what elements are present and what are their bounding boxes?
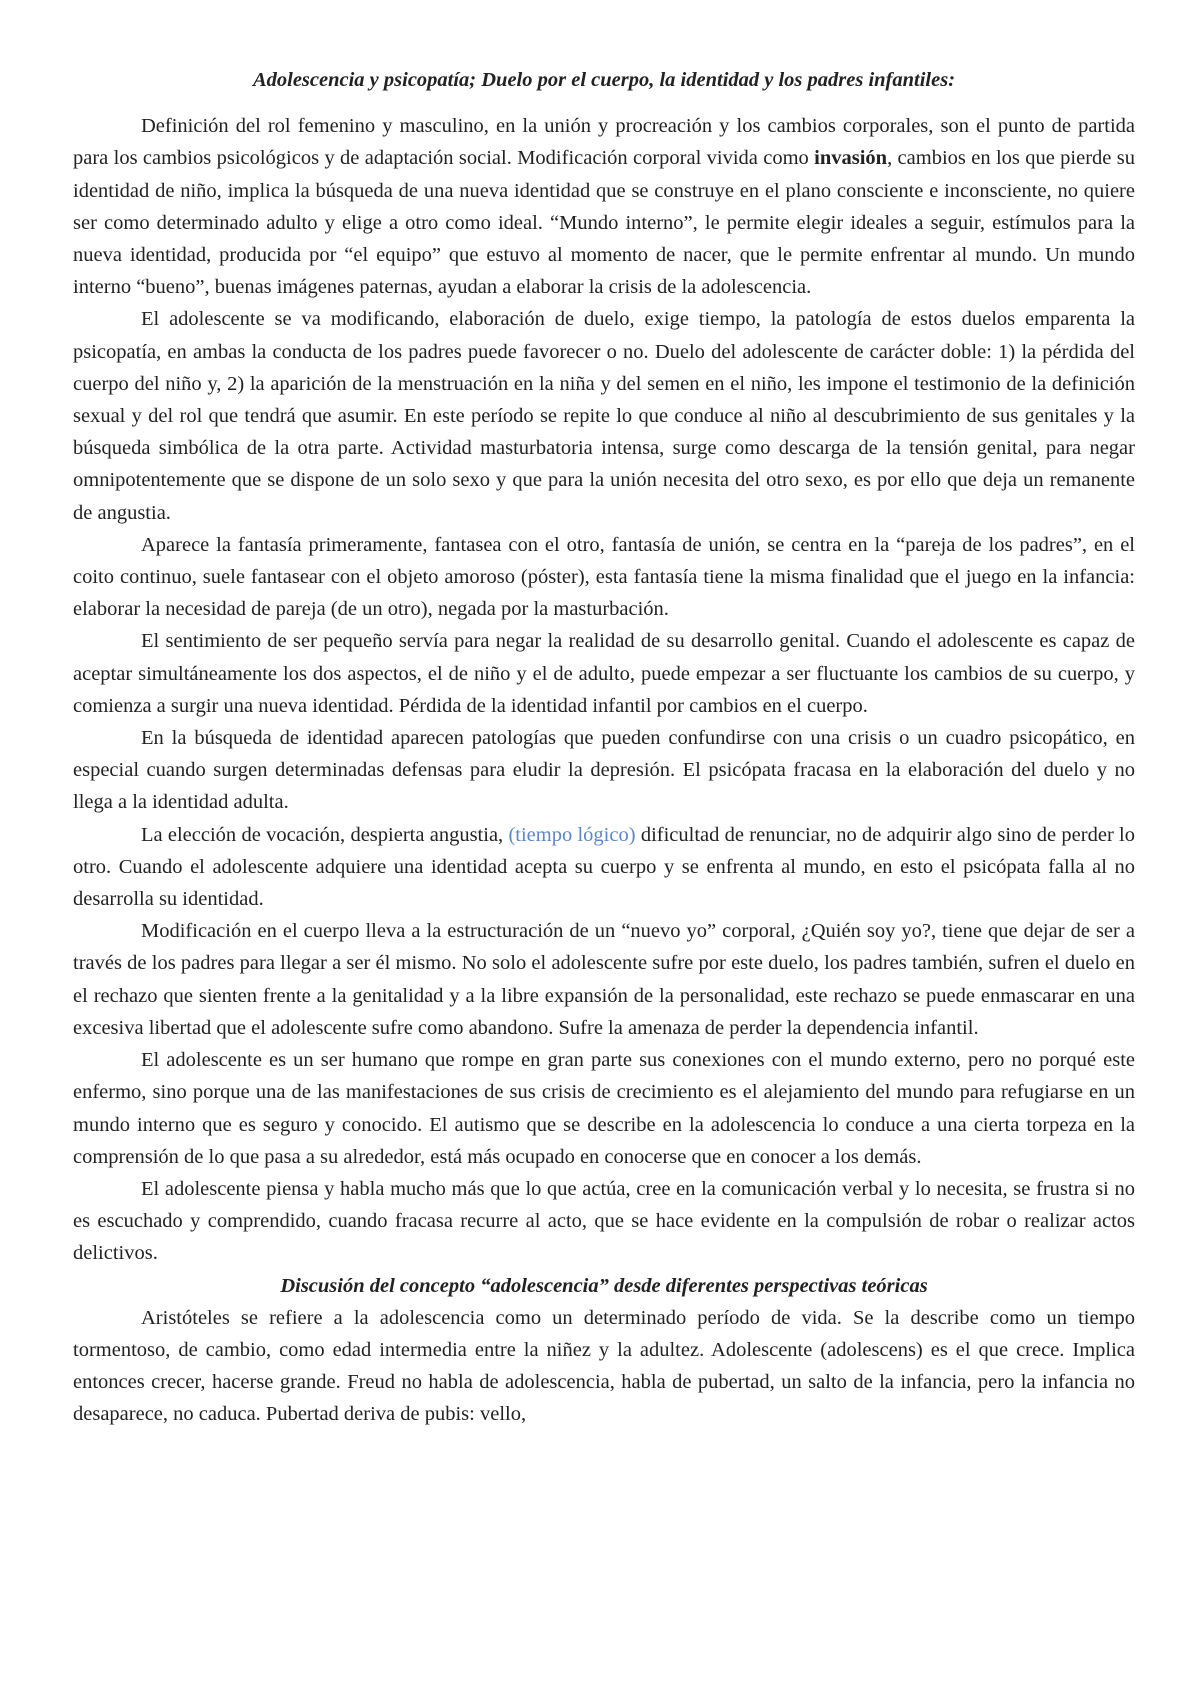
- document-title: Adolescencia y psicopatía; Duelo por el cuerpo, la identidad y los padres infantiles:: [252, 69, 956, 91]
- paragraph-9: El adolescente piensa y habla mucho más que lo que actúa, cree en la comunicación verbal y lo necesita, se frustra si no es escuchado y comprendido, cuando fracasa recurre al acto, que se hace evidente en la compulsión de robar o realizar actos delictivos.: [73, 1177, 1135, 1265]
- paragraph-7: Modificación en el cuerpo lleva a la estructuración de un “nuevo yo” corporal, ¿Quién soy yo?, tiene que dejar de ser a través de los padres para llegar a ser él mismo. No solo el adolescente sufre por este duelo, los padres también, sufren el duelo en el rechazo que sienten frente a la genitalidad y a la libre expansión de la personalidad, este rechazo se puede enmascarar en una excesiva libertad que el adolescente sufre como abandono. Sufre la amenaza de perder la dependencia infantil.: [73, 920, 1135, 1039]
- paragraph-4: El sentimiento de ser pequeño servía para negar la realidad de su desarrollo genital. Cuando el adolescente es capaz de aceptar simultáneamente los dos aspectos, el de niño y el de adulto, puede empezar a ser fluctuante los cambios de su cuerpo, y comienza a surgir una nueva identidad. Pérdida de la identidad infantil por cambios en el cuerpo.: [73, 630, 1135, 717]
- paragraph-1-text-end: , cambios en los que pierde su identidad de niño, implica la búsqueda de una nueva identidad que se construye en el plano consciente e inconsciente, no quiere ser como determinado adulto y elige a otro como ideal. “Mundo interno”, le permite elegir ideales a seguir, estímulos para la nueva identidad, producida por “el equipo” que estuvo al momento de nacer, que le permite enfrentar al mundo. Un mundo interno “bueno”, buenas imágenes paternas, ayudan a elaborar la crisis de la adolescencia.: [73, 147, 1135, 299]
- paragraph-6-text-start: La elección de vocación, despierta angustia,: [141, 823, 509, 846]
- paragraph-1: [73, 110, 1135, 303]
- paragraph-8: El adolescente es un ser humano que rompe en gran parte sus conexiones con el mundo externo, pero no porqué este enfermo, sino porque una de las manifestaciones de sus crisis de crecimiento es el alejamiento del mundo para refugiarse en un mundo interno que es seguro y conocido. El autismo que se describe en la adolescencia lo conduce a una cierta torpeza en la comprensión de lo que pasa a su alrededor, está más ocupado en conocerse que en conocer a los demás.: [73, 1049, 1135, 1168]
- paragraph-6: [73, 819, 1135, 916]
- bold-term-invasion: invasión: [814, 147, 888, 170]
- document-page: [73, 64, 1135, 1431]
- paragraph-2: El adolescente se va modificando, elaboración de duelo, exige tiempo, la patología de estos duelos emparenta la psicopatía, en ambas la conducta de los padres puede favorecer o no. Duelo del adolescente de carácter doble: 1) la pérdida del cuerpo del niño y, 2) la aparición de la menstruación en la niña y del semen en el niño, les impone el testimonio de la definición sexual y del rol que tendrá que asumir. En este período se repite lo que conduce al niño al descubrimiento de sus genitales y la búsqueda simbólica de la otra parte. Actividad masturbatoria intensa, surge como descarga de la tensión genital, para negar omnipotentemente que se dispone de un solo sexo y que para la unión necesita del otro sexo, es por ello que deja un remanente de angustia.: [73, 308, 1135, 524]
- tiempo-logico-link[interactable]: (tiempo lógico): [508, 823, 636, 846]
- paragraph-10: Aristóteles se refiere a la adolescencia como un determinado período de vida. Se la describe como un tiempo tormentoso, de cambio, como edad intermedia entre la niñez y la adultez. Adolescente (adolescens) es el que crece. Implica entonces crecer, hacerse grande. Freud no habla de adolescencia, habla de pubertad, un salto de la infancia, pero la infancia no desaparece, no caduca. Pubertad deriva de pubis: vello,: [73, 1306, 1135, 1426]
- paragraph-5: En la búsqueda de identidad aparecen patologías que pueden confundirse con una crisis o un cuadro psicopático, en especial cuando surgen determinadas defensas para eludir la depresión. El psicópata fracasa en la elaboración del duelo y no llega a la identidad adulta.: [73, 727, 1135, 814]
- section-subtitle: Discusión del concepto “adolescencia” desde diferentes perspectivas teóricas: [280, 1274, 928, 1297]
- paragraph-3: Aparece la fantasía primeramente, fantasea con el otro, fantasía de unión, se centra en la “pareja de los padres”, en el coito continuo, suele fantasear con el objeto amoroso (póster), esta fantasía tiene la misma finalidad que el juego en la infancia: elaborar la necesidad de pareja (de un otro), negada por la masturbación.: [73, 533, 1135, 621]
- paragraph-1-text-start: Definición del rol femenino y masculino, en la unión y procreación y los cambios corporales, son el punto de partida para los cambios psicológicos y de adaptación social. Modificación corporal vivida como: [73, 115, 1135, 170]
- paragraph-6-text-end: dificultad de renunciar, no de adquirir algo sino de perder lo otro. Cuando el adolescente adquiere una identidad acepta su cuerpo y se enfrenta al mundo, en esto el psicópata falla al no desarrolla su identidad.: [73, 823, 1135, 911]
